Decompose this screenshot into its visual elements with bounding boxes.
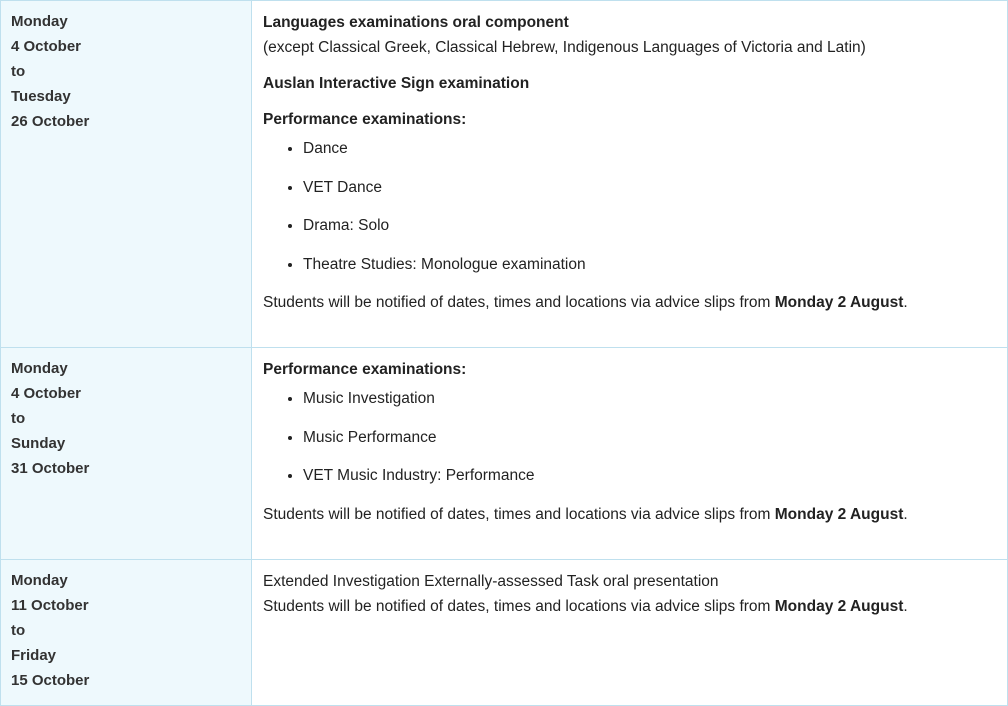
- section-heading: Performance examinations:: [263, 111, 467, 128]
- date-line: to: [11, 622, 26, 639]
- list-item: • Drama: Solo: [303, 213, 997, 238]
- list-item: • VET Music Industry: Performance: [303, 463, 997, 488]
- content-cell: [252, 1, 1008, 348]
- section-heading: Auslan Interactive Sign examination: [263, 75, 530, 92]
- date-line: 11 October: [11, 597, 89, 614]
- date-line: 26 October: [11, 113, 90, 130]
- date-line: Monday: [11, 13, 68, 30]
- exam-list: [263, 386, 997, 488]
- date-line: 15 October: [11, 672, 90, 689]
- content-cell: [252, 560, 1008, 706]
- notice-date: Monday 2 August: [774, 505, 904, 523]
- exam-list: [263, 136, 997, 277]
- content-cell: [252, 348, 1008, 560]
- table-row: [1, 1, 1008, 348]
- date-line: Tuesday: [11, 88, 71, 105]
- list-item: • Theatre Studies: Monologue examination: [303, 252, 997, 277]
- table-row: [1, 348, 1008, 560]
- list-item: • Music Performance: [303, 425, 997, 450]
- date-cell: [1, 348, 252, 560]
- section-subheading: (except Classical Greek, Classical Hebrew, Indigenous Languages of Victoria and Latin): [263, 39, 866, 56]
- date-line: to: [11, 63, 26, 80]
- date-line: Monday: [11, 572, 68, 589]
- date-line: Monday: [11, 360, 68, 377]
- section-heading: Performance examinations:: [263, 361, 467, 378]
- section-text: Extended Investigation Externally-assessed Task oral presentation: [263, 573, 719, 590]
- date-cell: [1, 560, 252, 706]
- date-line: Sunday: [11, 435, 66, 452]
- section-heading: Languages examinations oral component: [263, 14, 569, 31]
- date-line: 4 October: [11, 38, 82, 55]
- notice-text: Students will be notified of dates, times and locations via advice slips from Monday 2 August.: [263, 598, 908, 615]
- date-line: Friday: [11, 647, 57, 664]
- list-item: • Music Investigation: [303, 386, 997, 411]
- notice-text: Students will be notified of dates, times and locations via advice slips from Monday 2 August.: [263, 505, 908, 523]
- list-item: • VET Dance: [303, 175, 997, 200]
- notice-date: Monday 2 August: [774, 598, 904, 615]
- table-row: [1, 560, 1008, 706]
- date-line: 4 October: [11, 385, 82, 402]
- notice-text: Students will be notified of dates, times and locations via advice slips from Monday 2 August.: [263, 294, 908, 311]
- date-line: 31 October: [11, 460, 90, 477]
- notice-date: Monday 2 August: [774, 294, 904, 311]
- list-item: • Dance: [303, 136, 997, 161]
- date-cell: [1, 1, 252, 348]
- date-line: to: [11, 410, 26, 427]
